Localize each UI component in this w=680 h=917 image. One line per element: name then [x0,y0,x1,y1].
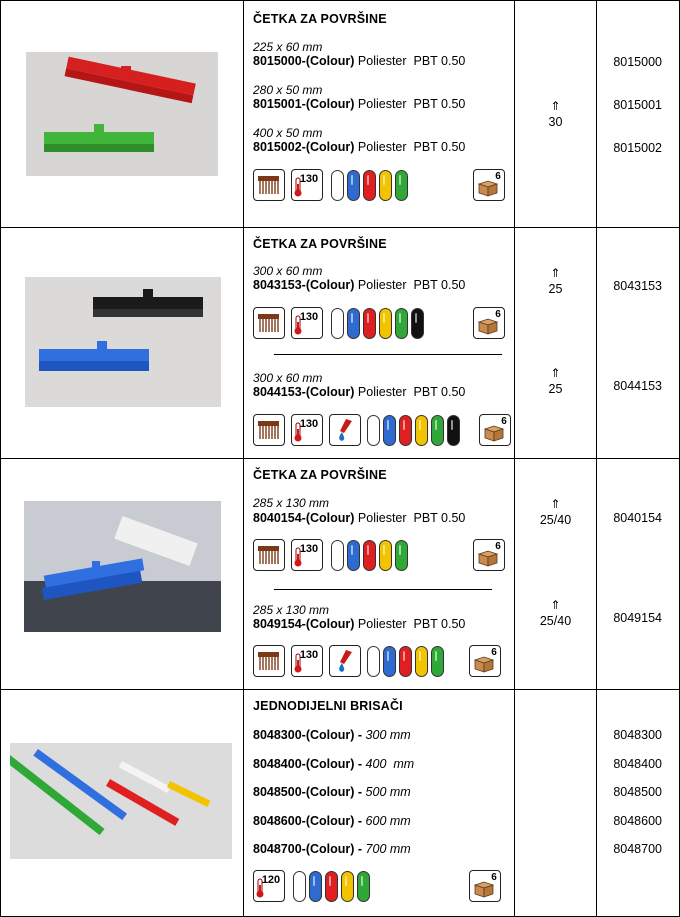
product-code: 8044153 [613,379,662,393]
temperature-value: 130 [299,649,319,661]
item-separator: - [354,814,366,828]
product-spec [253,511,465,525]
wiper-item [253,757,414,771]
quantity-cell [515,689,596,916]
packaging-box-icon [479,414,511,446]
colour-white [331,540,344,571]
quantity-cell [515,0,596,227]
colour-blue [383,646,396,677]
colour-green [357,871,370,902]
temperature-value: 130 [299,418,319,430]
product-image-cell [0,0,243,227]
product-code-colour: 8048500-(Colour) [253,785,355,799]
row-title: ČETKA ZA POVRŠINE [253,237,387,251]
quantity-cell [515,458,596,689]
colour-green [395,540,408,571]
bristle-icon [253,414,285,446]
product-code: 8015000 [613,55,662,69]
icon-strip [253,307,513,341]
product-material: Poliester PBT 0.50 [354,54,466,68]
colour-blue [309,871,322,902]
item-size: 600 mm [365,814,411,828]
description-cell [244,0,514,227]
product-code-colour: 8048400-(Colour) [253,757,355,771]
temperature-icon [291,539,323,571]
packaging-box-icon [469,870,501,902]
product-dimensions: 400 x 50 mm [253,126,323,140]
description-cell [244,227,514,458]
wiper-item [253,785,411,799]
item-size: 500 mm [365,785,411,799]
colour-green [431,646,444,677]
colour-blue [347,308,360,339]
box-quantity: 6 [495,309,501,320]
colour-red [325,871,338,902]
wiper-item [253,814,411,828]
temperature-icon [253,870,285,902]
icon-strip [253,414,513,448]
product-code-colour: 8040154-(Colour) [253,511,355,525]
product-code-colour: 8048700-(Colour) [253,842,355,856]
item-separator: - [354,728,366,742]
colour-red [363,170,376,201]
colour-blue [383,415,396,446]
product-material: Poliester PBT 0.50 [354,617,466,631]
bristle-icon [253,169,285,201]
item-size: 300 mm [365,728,411,742]
product-image-cell [0,458,243,689]
quantity-value: 25 [548,382,563,396]
quantity [515,496,596,528]
box-quantity: 6 [495,541,501,552]
product-material: Poliester PBT 0.50 [354,278,466,292]
quantity [515,98,596,130]
product-code: 8048300 [613,728,662,742]
wiper-item [253,842,411,856]
quantity-cell [515,227,596,458]
product-spec [253,140,465,154]
table-row [0,458,680,690]
colour-yellow [379,540,392,571]
colour-white [293,871,306,902]
row-title: ČETKA ZA POVRŠINE [253,12,387,26]
colour-blue [347,540,360,571]
colour-black [447,415,460,446]
box-quantity: 6 [501,416,507,427]
row-title: JEDNODIJELNI BRISAČI [253,699,403,713]
colour-yellow [341,871,354,902]
colour-white [331,170,344,201]
product-photo-brushes-red-green [26,52,218,176]
product-material: Poliester PBT 0.50 [354,385,466,399]
product-spec [253,617,465,631]
code-cell [597,689,680,916]
product-material: Poliester PBT 0.50 [354,97,466,111]
product-material: Poliester PBT 0.50 [354,140,466,154]
colour-white [367,646,380,677]
metal-detectable-icon [329,645,361,677]
temperature-value: 130 [299,543,319,555]
up-arrow-icon: ⇑ [550,99,561,113]
quantity-value: 25/40 [539,513,572,527]
up-arrow-icon: ⇑ [550,366,561,380]
product-image-cell [0,227,243,458]
product-code-colour: 8015001-(Colour) [253,97,355,111]
product-code-colour: 8049154-(Colour) [253,617,355,631]
product-dimensions: 300 x 60 mm [253,264,323,278]
colour-green [395,170,408,201]
product-code: 8049154 [613,611,662,625]
product-dimensions: 300 x 60 mm [253,371,323,385]
icon-strip [253,870,513,904]
product-code: 8015002 [613,141,662,155]
quantity-value: 25/40 [539,614,572,628]
metal-detectable-icon [329,414,361,446]
description-cell [244,458,514,689]
product-spec [253,278,465,292]
product-spec [253,54,465,68]
product-photo-floor-wipers [10,743,232,859]
icon-strip [253,169,513,203]
quantity [515,265,596,297]
item-size: 700 mm [365,842,411,856]
colour-red [399,415,412,446]
temperature-icon [291,645,323,677]
temperature-icon [291,169,323,201]
quantity-value: 25 [548,282,563,296]
code-cell [597,458,680,689]
icon-strip [253,539,513,573]
quantity [515,597,596,629]
product-code-colour: 8048300-(Colour) [253,728,355,742]
product-material: Poliester PBT 0.50 [354,511,466,525]
code-cell [597,227,680,458]
colour-yellow [415,646,428,677]
wiper-item [253,728,411,742]
box-quantity: 6 [491,872,497,883]
product-code-colour: 8043153-(Colour) [253,278,355,292]
colour-green [395,308,408,339]
section-divider [274,354,502,355]
colour-red [363,540,376,571]
bristle-icon [253,539,285,571]
packaging-box-icon [473,169,505,201]
bristle-icon [253,307,285,339]
up-arrow-icon: ⇑ [550,598,561,612]
temperature-value: 120 [261,874,281,886]
table-row [0,689,680,917]
row-title: ČETKA ZA POVRŠINE [253,468,387,482]
up-arrow-icon: ⇑ [550,266,561,280]
product-spec [253,97,465,111]
table-row [0,0,680,228]
product-code-colour: 8015002-(Colour) [253,140,355,154]
colour-black [411,308,424,339]
colour-white [367,415,380,446]
table-row [0,227,680,459]
description-cell [244,689,514,916]
up-arrow-icon: ⇑ [550,497,561,511]
colour-red [363,308,376,339]
temperature-icon [291,307,323,339]
item-separator: - [354,757,366,771]
product-photo-brushes-black-blue [25,277,221,407]
colour-red [399,646,412,677]
bristle-icon [253,645,285,677]
product-image-cell [0,689,243,916]
product-code: 8048700 [613,842,662,856]
item-separator: - [354,842,366,856]
colour-yellow [415,415,428,446]
temperature-icon [291,414,323,446]
colour-yellow [379,308,392,339]
box-quantity: 6 [491,647,497,658]
temperature-value: 130 [299,311,319,323]
product-code-colour: 8015000-(Colour) [253,54,355,68]
box-quantity: 6 [495,171,501,182]
product-code: 8043153 [613,279,662,293]
item-size: 400 mm [365,757,415,771]
colour-yellow [379,170,392,201]
product-code: 8040154 [613,511,662,525]
product-dimensions: 225 x 60 mm [253,40,323,54]
icon-strip [253,645,513,679]
product-code-colour: 8044153-(Colour) [253,385,355,399]
packaging-box-icon [469,645,501,677]
quantity [515,365,596,397]
code-cell [597,0,680,227]
quantity-value: 30 [548,115,563,129]
product-code: 8048400 [613,757,662,771]
colour-white [331,308,344,339]
product-dimensions: 280 x 50 mm [253,83,323,97]
packaging-box-icon [473,307,505,339]
product-code-colour: 8048600-(Colour) [253,814,355,828]
product-code: 8015001 [613,98,662,112]
product-photo-brushes-blue-white [24,501,221,632]
colour-green [431,415,444,446]
product-code: 8048500 [613,785,662,799]
temperature-value: 130 [299,173,319,185]
item-separator: - [354,785,366,799]
product-code: 8048600 [613,814,662,828]
packaging-box-icon [473,539,505,571]
product-dimensions: 285 x 130 mm [253,603,330,617]
product-spec [253,385,465,399]
section-divider [274,589,492,590]
colour-blue [347,170,360,201]
product-dimensions: 285 x 130 mm [253,496,330,510]
